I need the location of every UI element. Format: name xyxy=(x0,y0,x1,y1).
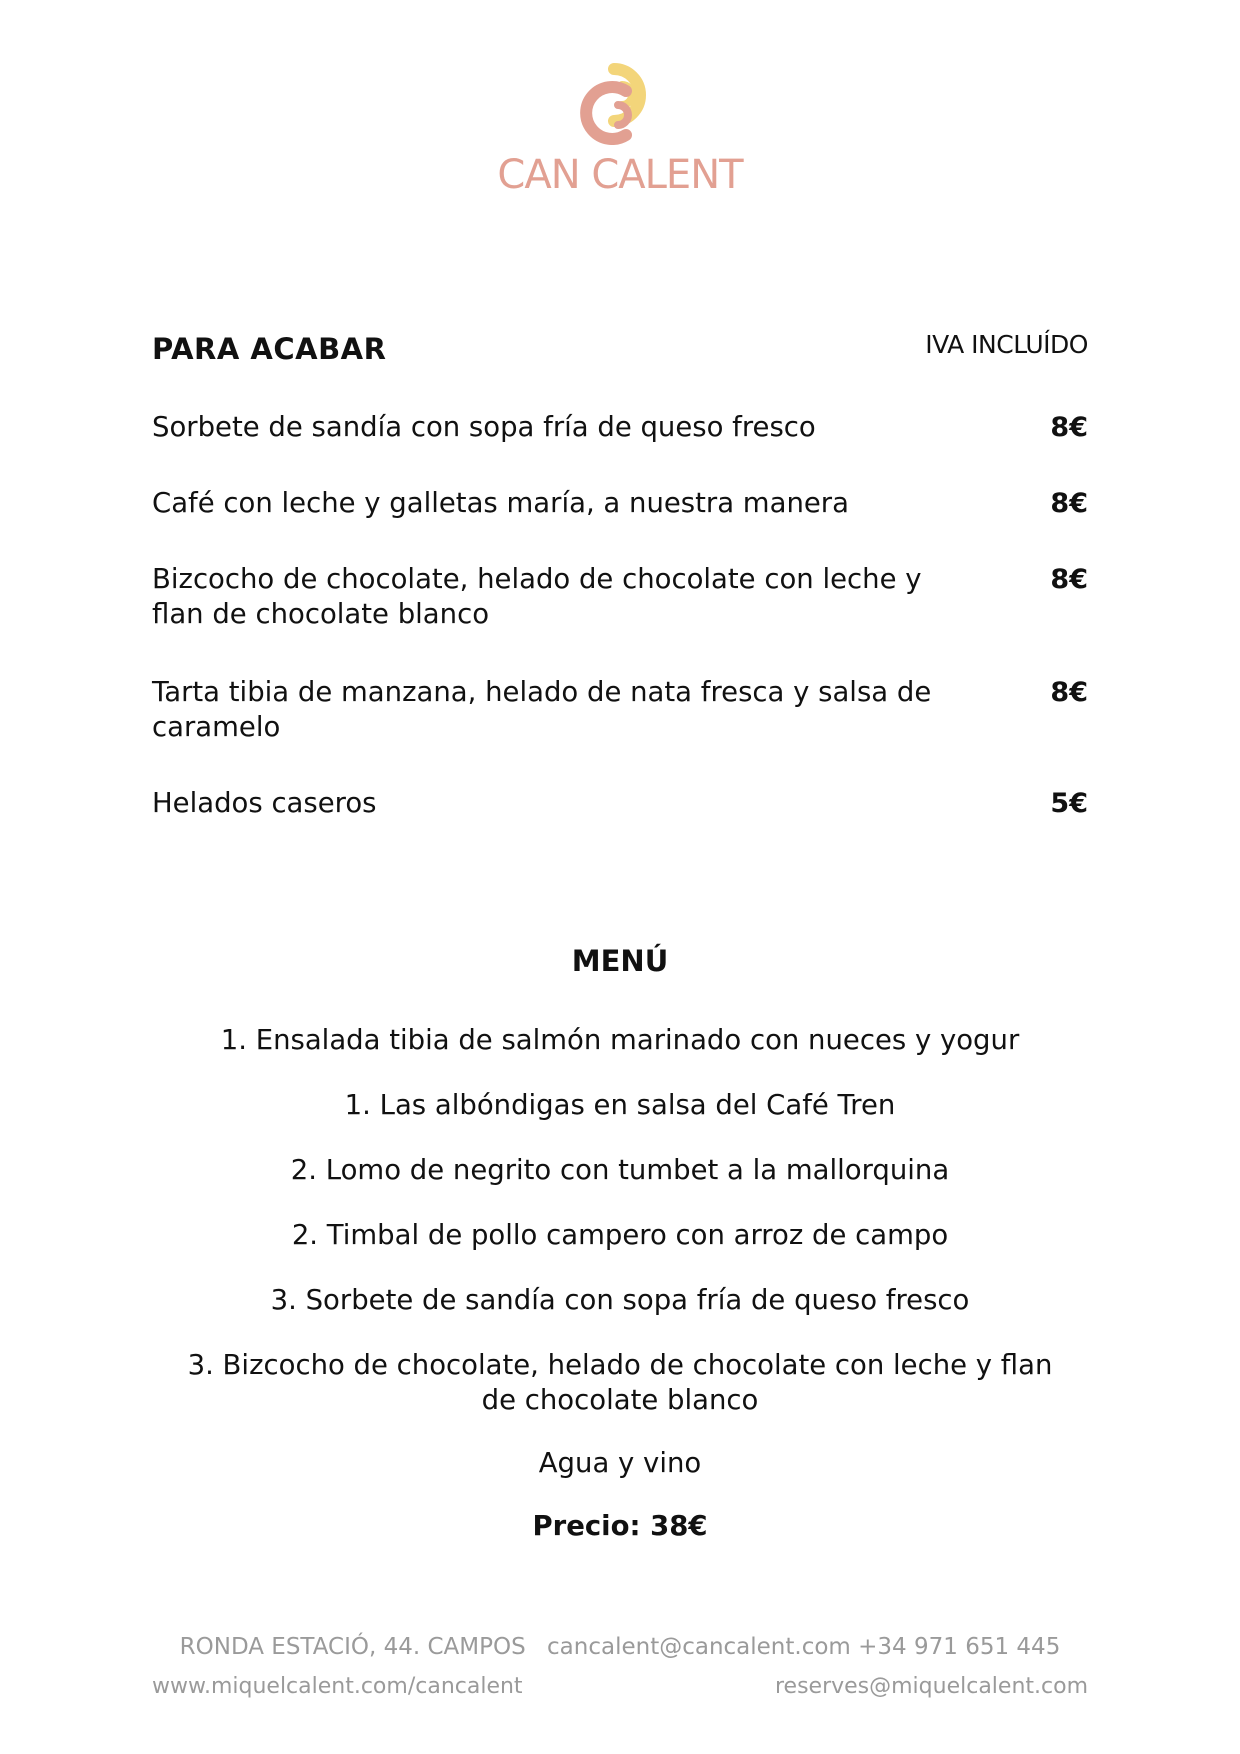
desserts-title: PARA ACABAR xyxy=(152,332,387,366)
dessert-item xyxy=(152,486,1088,562)
dessert-item xyxy=(152,410,1088,486)
menu-price: Precio: 38€ xyxy=(532,1510,708,1542)
tax-note: IVA INCLUÍDO xyxy=(925,330,1088,359)
footer-contact xyxy=(0,1634,1240,1660)
footer-website-link[interactable]: www.miquelcalent.com/cancalent xyxy=(152,1674,523,1699)
menu-course: 3. Sorbete de sandía con sopa fría de queso fresco xyxy=(270,1284,970,1316)
menu-course: 1. Las albóndigas en salsa del Café Tren xyxy=(344,1089,896,1121)
dessert-price: 8€ xyxy=(1050,412,1088,443)
desserts-list xyxy=(152,410,1088,826)
dessert-item xyxy=(152,786,1088,826)
menu-course: 2. Timbal de pollo campero con arroz de campo xyxy=(291,1219,949,1251)
menu-title: MENÚ xyxy=(571,944,669,978)
footer-reservations-link[interactable]: reserves@miquelcalent.com xyxy=(774,1674,1088,1699)
dessert-price: 8€ xyxy=(1050,564,1088,595)
dessert-name: Bizcocho de chocolate, helado de chocolate con leche y flan de chocolate blanco xyxy=(152,563,922,630)
menu-course: 2. Lomo de negrito con tumbet a la mallorquina xyxy=(290,1154,950,1186)
footer-address: RONDA ESTACIÓ, 44. CAMPOS xyxy=(179,1634,526,1660)
dessert-price: 5€ xyxy=(1050,788,1088,819)
footer-email-link[interactable]: cancalent@cancalent.com xyxy=(547,1634,851,1660)
brand-logo xyxy=(470,55,770,197)
desserts-header xyxy=(152,330,1088,370)
dessert-price: 8€ xyxy=(1050,488,1088,519)
dessert-name: Helados caseros xyxy=(152,787,377,819)
dessert-price: 8€ xyxy=(1050,677,1088,708)
dessert-name: Café con leche y galletas maría, a nuestra manera xyxy=(152,487,849,519)
dessert-item xyxy=(152,562,1088,675)
menu-drinks: Agua y vino xyxy=(538,1447,702,1479)
footer-phone[interactable]: +34 971 651 445 xyxy=(858,1634,1061,1660)
menu-courses-list xyxy=(170,1023,1070,1544)
dessert-item xyxy=(152,675,1088,786)
can-calent-logo-icon xyxy=(580,55,660,145)
brand-name: CAN CALENT xyxy=(497,152,743,198)
menu-course: 3. Bizcocho de chocolate, helado de chocolate con leche y flan de chocolate blanco xyxy=(187,1349,1053,1416)
menu-course: 1. Ensalada tibia de salmón marinado con nueces y yogur xyxy=(220,1024,1020,1056)
dessert-name: Sorbete de sandía con sopa fría de queso fresco xyxy=(152,411,816,443)
dessert-name: Tarta tibia de manzana, helado de nata fresca y salsa de caramelo xyxy=(152,676,932,743)
